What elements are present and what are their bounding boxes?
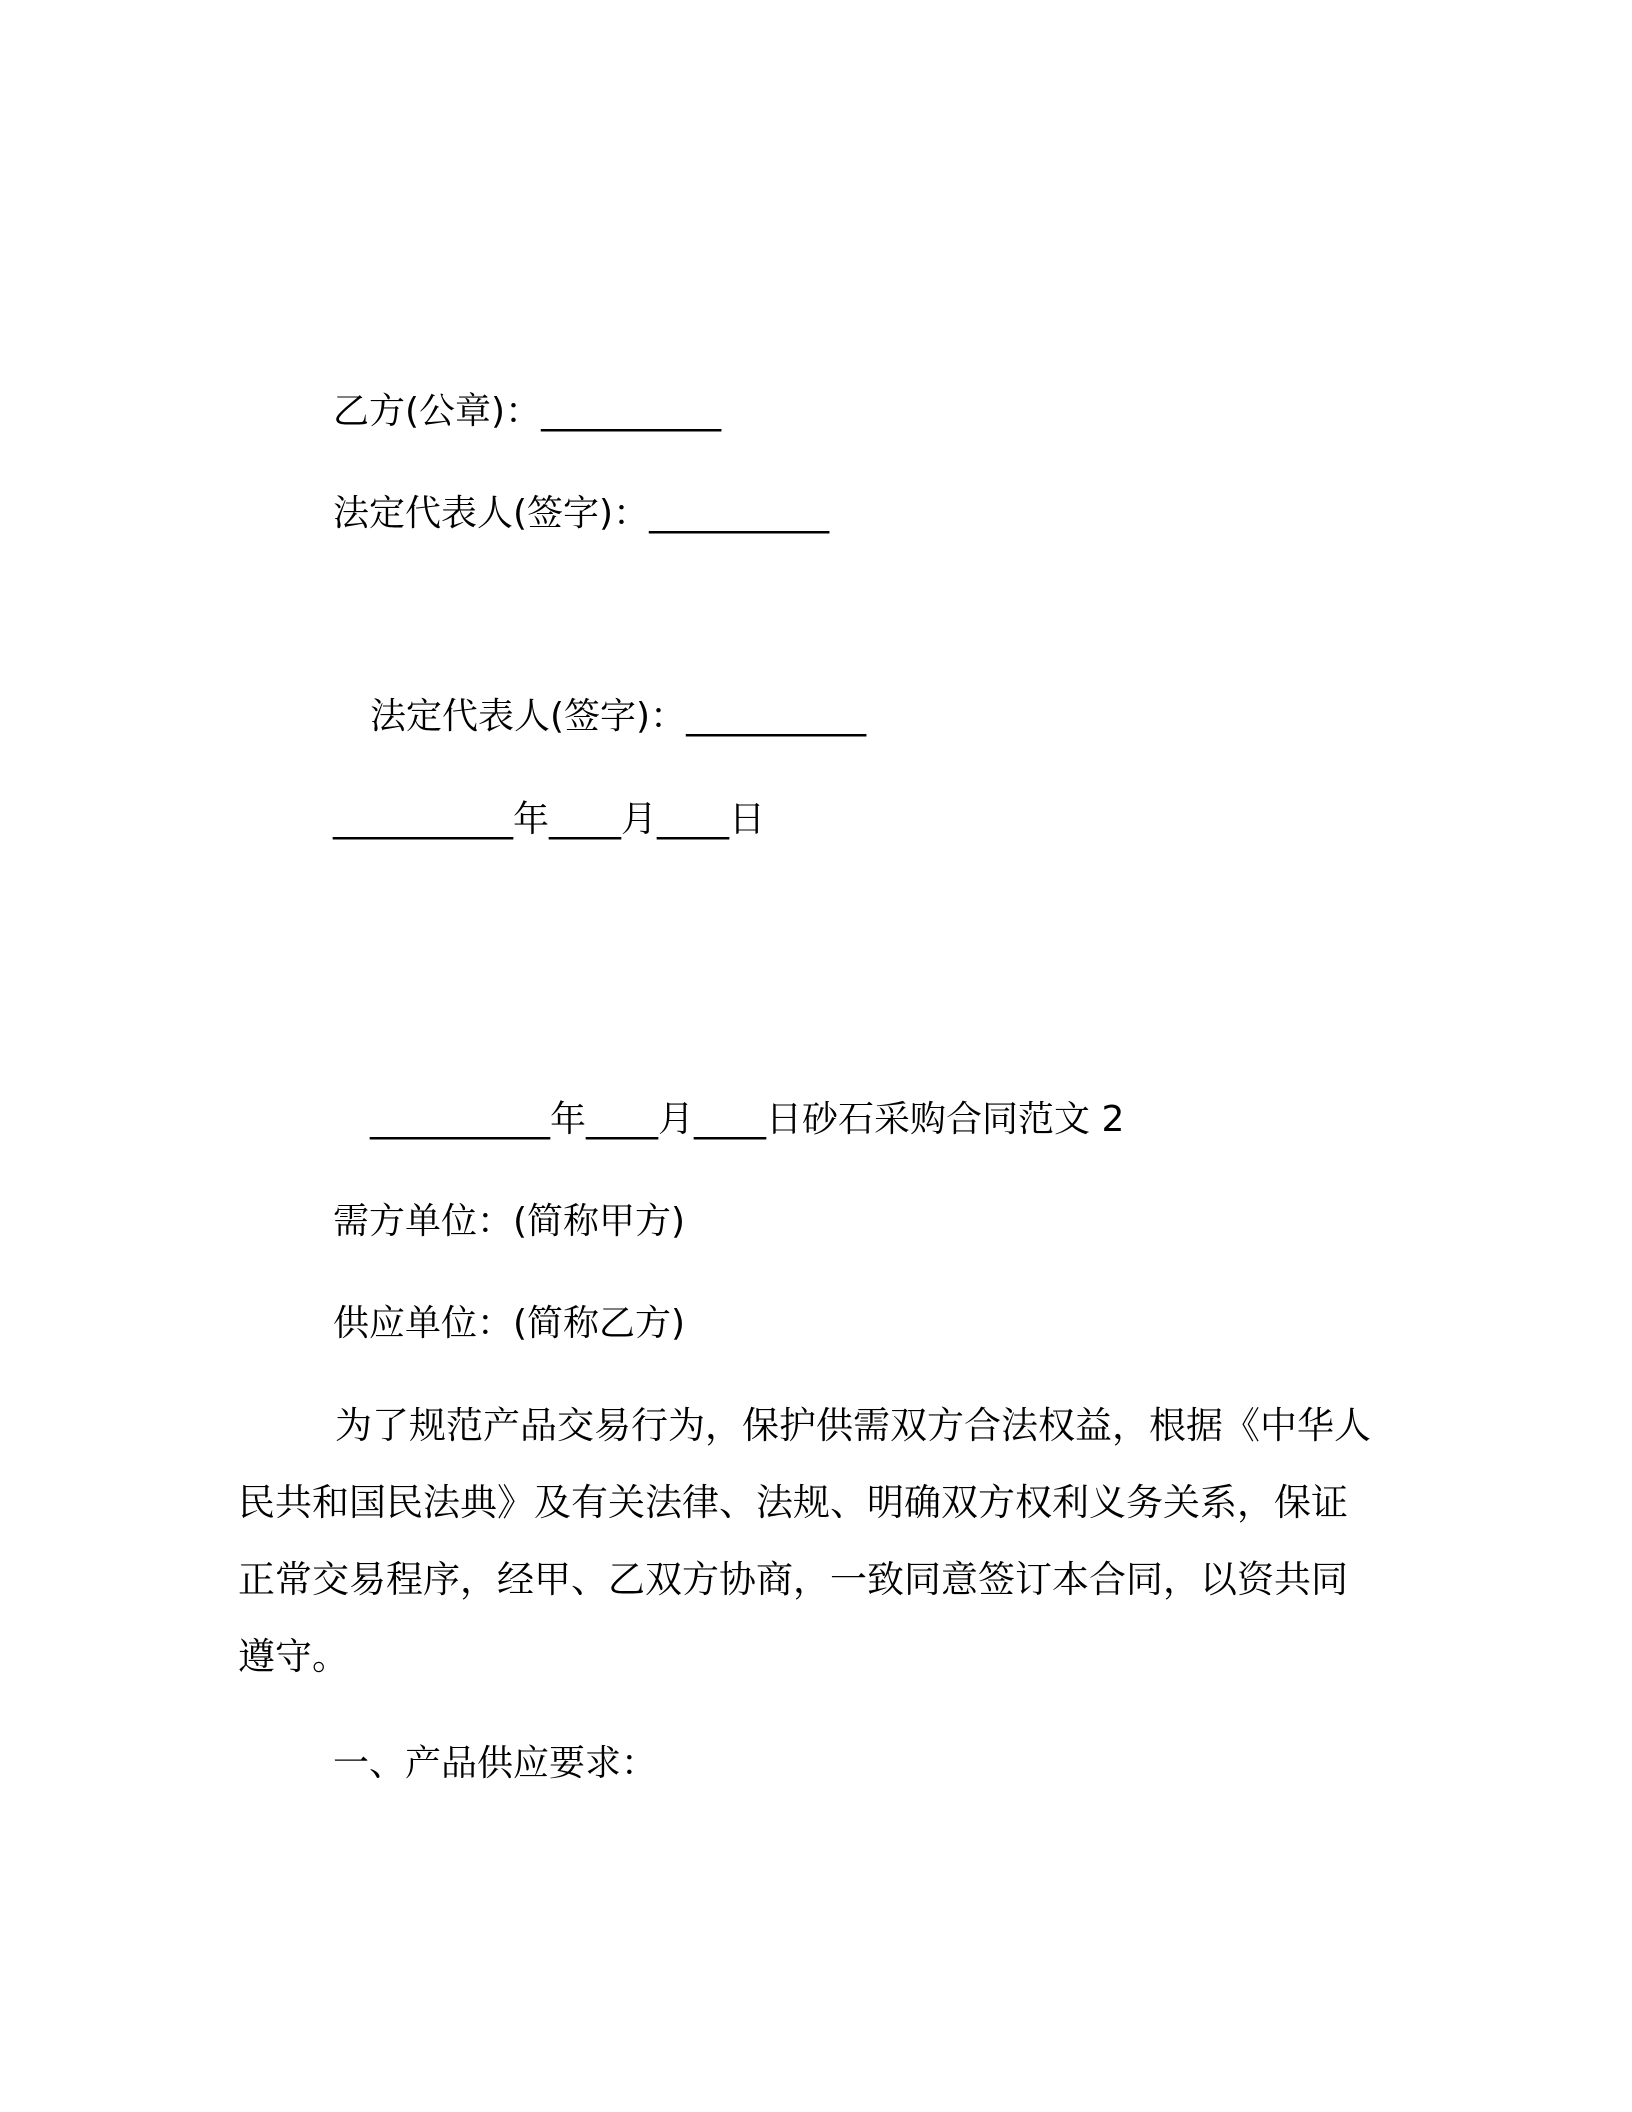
section-heading: 一、产品供应要求： xyxy=(333,1743,658,1784)
legal-rep-signature-line-2: 法定代表人(签字)：__________ xyxy=(370,696,867,737)
intro-line-2: 民共和国民法典》及有关法律、法规、明确双方权利义务关系，保证 xyxy=(238,1481,1348,1524)
supplier-unit-line: 供应单位：(简称乙方) xyxy=(333,1303,686,1344)
date-line: __________年____月____日 xyxy=(333,799,765,840)
intro-line-1: 为了规范产品交易行为，保护供需双方合法权益，根据《中华人 xyxy=(335,1404,1371,1447)
intro-line-4: 遵守。 xyxy=(238,1635,349,1678)
intro-paragraph xyxy=(238,1387,1398,1695)
contract-title: __________年____月____日砂石采购合同范文 2 xyxy=(370,1099,1125,1140)
party-b-seal-line: 乙方(公章)：__________ xyxy=(333,391,722,432)
buyer-unit-line: 需方单位：(简称甲方) xyxy=(333,1201,686,1242)
legal-rep-signature-line: 法定代表人(签字)：__________ xyxy=(333,493,830,534)
intro-line-3: 正常交易程序，经甲、乙双方协商，一致同意签订本合同，以资共同 xyxy=(238,1558,1348,1601)
